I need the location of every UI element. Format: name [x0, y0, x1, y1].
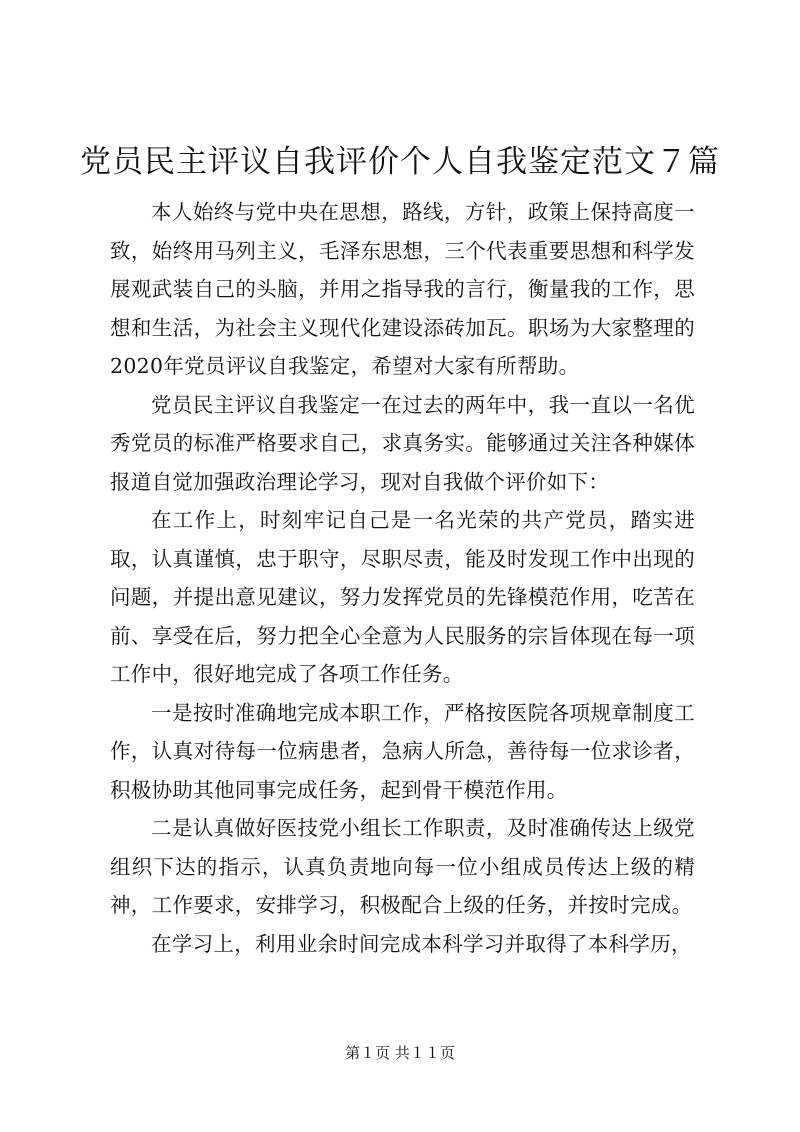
paragraph-work: 在工作上，时刻牢记自己是一名光荣的共产党员，踏实进取，认真谨慎，忠于职守，尽职尽责，能及时发现工作中出现的问题，并提出意见建议，努力发挥党员的先锋模范作用，吃苦在前、享受在后，努力把全心全意为人民服务的宗旨体现在每一项工作中，很好地完成了各项工作任务。: [110, 508, 695, 686]
paragraph-intro: 本人始终与党中央在思想，路线，方针，政策上保持高度一致，始终用马列主义，毛泽东思想，三个代表重要思想和科学发展观武装自己的头脑，并用之指导我的言行，衡量我的工作，思想和生活，为社会主义现代化建设添砖加瓦。职场为大家整理的2020年党员评议自我鉴定，希望对大家有所帮助。: [110, 200, 695, 378]
document-body: [110, 193, 695, 963]
page-number-footer: 第１页 共１１页: [345, 1044, 455, 1062]
paragraph-point-two: 二是认真做好医技党小组长工作职责，及时准确传达上级党组织下达的指示，认真负责地向每一位小组成员传达上级的精神，工作要求，安排学习，积极配合上级的任务，并按时完成。: [110, 816, 695, 917]
paragraph-point-one: 一是按时准确地完成本职工作，严格按医院各项规章制度工作，认真对待每一位病患者，急病人所急，善待每一位求诊者，积极协助其他同事完成任务，起到骨干模范作用。: [110, 700, 695, 802]
document-title: 党员民主评议自我评价个人自我鉴定范文７篇: [80, 144, 720, 180]
paragraph-self-assessment: 党员民主评议自我鉴定一在过去的两年中，我一直以一名优秀党员的标准严格要求自己，求真务实。能够通过关注各种媒体报道自觉加强政治理论学习，现对自我做个评价如下：: [110, 392, 695, 494]
paragraph-study: 在学习上，利用业余时间完成本科学习并取得了本科学历，: [151, 931, 692, 956]
